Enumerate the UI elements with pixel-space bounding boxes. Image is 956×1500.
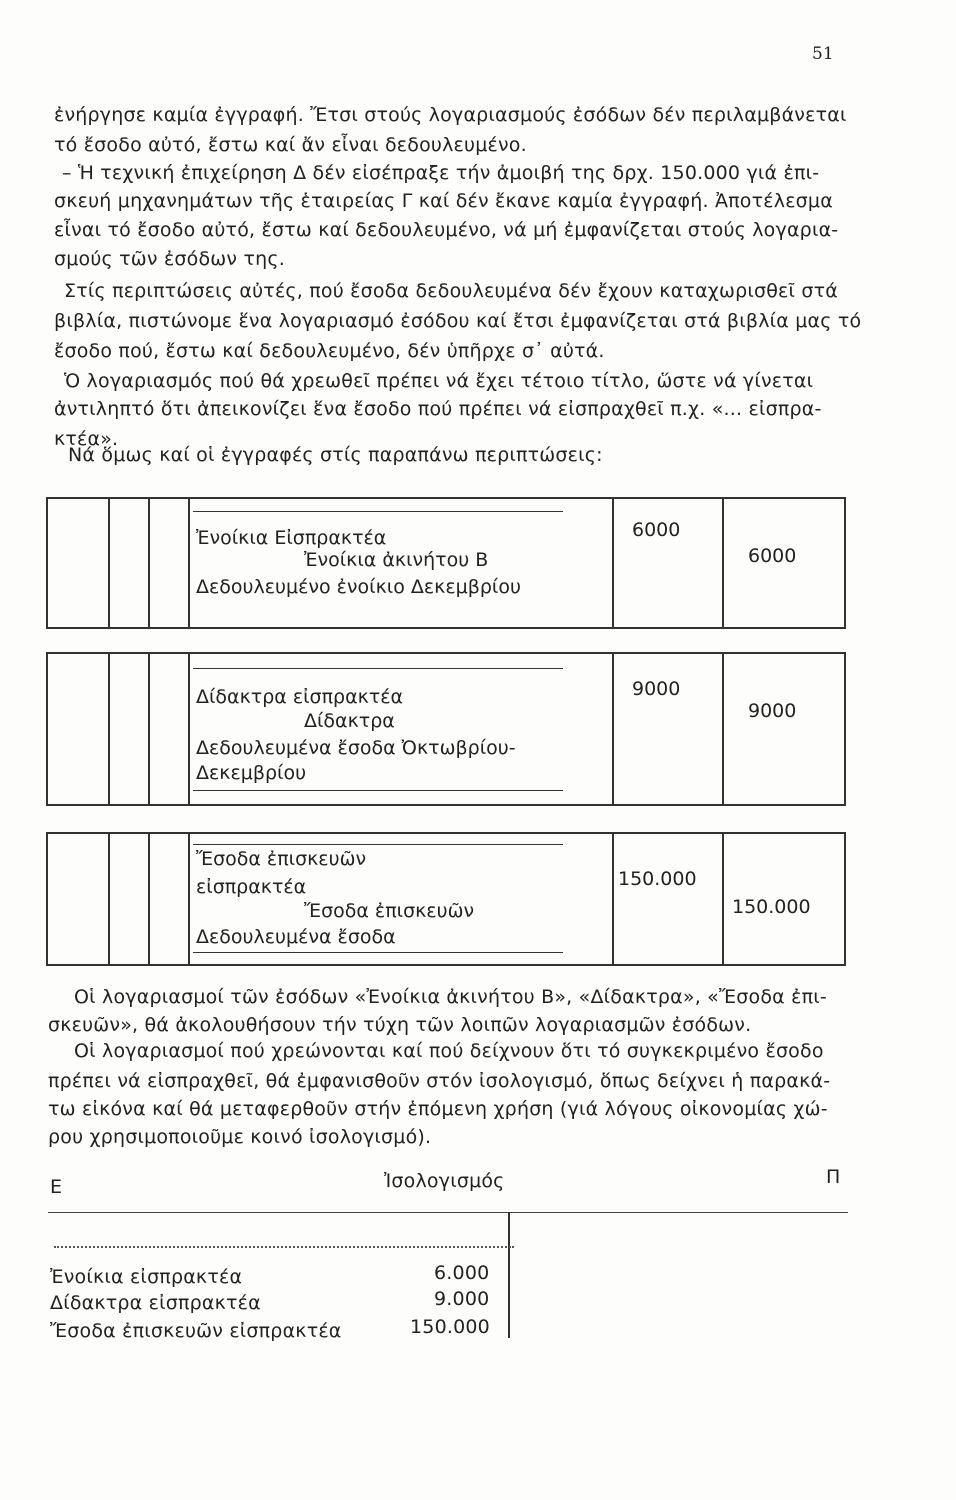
debit-account-cont: εἰσπρακτέα (196, 876, 307, 898)
text-line: κτέα». (54, 428, 119, 450)
journal-entry (46, 497, 846, 629)
text-line: ρου χρησιμοποιοῦμε κοινό ἰσολογισμό). (48, 1126, 432, 1148)
text-line: σμούς τῶν ἐσόδων της. (54, 248, 285, 270)
balance-sheet-title: Ἰσολογισμός (384, 1170, 505, 1192)
balance-sheet-rule (48, 1212, 848, 1213)
text-line: βιβλία, πιστώνομε ἕνα λογαριασμό ἐσόδου καί ἔτσι ἐμφανίζεται στά βιβλία μας τό (54, 310, 862, 332)
text-line: τω εἰκόνα καί θά μεταφερθοῦν στήν ἑπόμενη χρήση (γιά λόγους οἰκονομίας χώ- (48, 1098, 828, 1120)
debit-amount: 9000 (632, 678, 681, 700)
text-line: ἀντιληπτό ὅτι ἀπεικονίζει ἕνα ἔσοδο πού πρέπει νά εἰσπραχθεῖ π.χ. «... εἰσπρα- (54, 398, 822, 420)
bs-row-label: Ἔσοδα ἐπισκευῶν εἰσπρακτέα (50, 1320, 342, 1342)
journal-entry (46, 652, 846, 806)
liabilities-label: Π (826, 1166, 841, 1188)
credit-account: Ἔσοδα ἐπισκευῶν (304, 900, 475, 922)
debit-amount: 6000 (632, 519, 681, 541)
text-line: σκευῶν», θά ἀκολουθήσουν τήν τύχη τῶν λοιπῶν λογαριασμῶν ἐσόδων. (48, 1014, 752, 1036)
text-line: Νά ὅμως καί οἱ ἐγγραφές στίς παραπάνω περιπτώσεις: (68, 444, 603, 466)
bs-row-label: Δίδακτρα εἰσπρακτέα (50, 1292, 261, 1314)
assets-label: Ε (50, 1176, 63, 1198)
text-line: – Ἡ τεχνική ἐπιχείρηση Δ δέν εἰσέπραξε τήν ἀμοιβή της δρχ. 150.000 γιά ἐπι- (62, 162, 820, 184)
entry-description: Δεδουλευμένα ἔσοδα Ὀκτωβρίου- (196, 737, 516, 759)
page-number: 51 (812, 44, 834, 64)
text-line: Οἱ λογαριασμοί τῶν ἐσόδων «Ἐνοίκια ἀκινήτου Β», «Δίδακτρα», «Ἔσοδα ἐπι- (74, 986, 827, 1008)
credit-account: Ἐνοίκια ἀκινήτου Β (304, 549, 489, 571)
journal-entry (46, 832, 846, 966)
text-line: ἔσοδο πού, ἔστω καί δεδουλευμένο, δέν ὑπῆρχε σ᾽ αὐτά. (54, 340, 605, 362)
bs-row-value: 9.000 (434, 1288, 490, 1310)
bs-row-value: 6.000 (434, 1262, 490, 1284)
credit-amount: 9000 (748, 700, 797, 722)
debit-account: Ἔσοδα ἐπισκευῶν (196, 848, 367, 870)
text-line: Ὁ λογαριασμός πού θά χρεωθεῖ πρέπει νά ἔχει τέτοιο τίτλο, ὥστε νά γίνεται (64, 370, 814, 392)
debit-amount: 150.000 (618, 868, 697, 890)
text-line: σκευή μηχανημάτων τῆς ἑταιρείας Γ καί δέν ἔκανε καμία ἐγγραφή. Ἀποτέλεσμα (54, 190, 833, 212)
text-line: πρέπει νά εἰσπραχθεῖ, θά ἐμφανισθοῦν στόν ἰσολογισμό, ὅπως δείχνει ἡ παρακά- (48, 1070, 831, 1092)
text-line: τό ἔσοδο αὐτό, ἔστω καί ἄν εἶναι δεδουλευμένο. (54, 134, 527, 156)
balance-sheet-divider (508, 1212, 510, 1338)
entry-description: Δεδουλευμένα ἔσοδα (196, 926, 396, 948)
entry-description: Δεδουλευμένο ἐνοίκιο Δεκεμβρίου (196, 576, 521, 598)
dotted-leader (54, 1246, 514, 1248)
text-line: Στίς περιπτώσεις αὐτές, πού ἔσοδα δεδουλευμένα δέν ἔχουν καταχωρισθεῖ στά (64, 280, 838, 302)
entry-description: Δεκεμβρίου (196, 762, 307, 784)
text-line: Οἱ λογαριασμοί πού χρεώνονται καί πού δείχνουν ὅτι τό συγκεκριμένο ἔσοδο (74, 1040, 824, 1062)
text-line: εἶναι τό ἔσοδο αὐτό, ἔστω καί δεδουλευμένο, νά μή ἐμφανίζεται στούς λογαρια- (54, 219, 839, 241)
bs-row-value: 150.000 (410, 1316, 490, 1338)
credit-amount: 6000 (748, 545, 797, 567)
credit-account: Δίδακτρα (304, 710, 395, 732)
bs-row-label: Ἐνοίκια εἰσπρακτέα (50, 1266, 243, 1288)
debit-account: Ἐνοίκια Εἰσπρακτέα (196, 527, 387, 549)
text-line: ἐνήργησε καμία ἐγγραφή. Ἔτσι στούς λογαριασμούς ἐσόδων δέν περιλαμβάνεται (54, 104, 847, 126)
credit-amount: 150.000 (732, 896, 811, 918)
debit-account: Δίδακτρα εἰσπρακτέα (196, 686, 404, 708)
